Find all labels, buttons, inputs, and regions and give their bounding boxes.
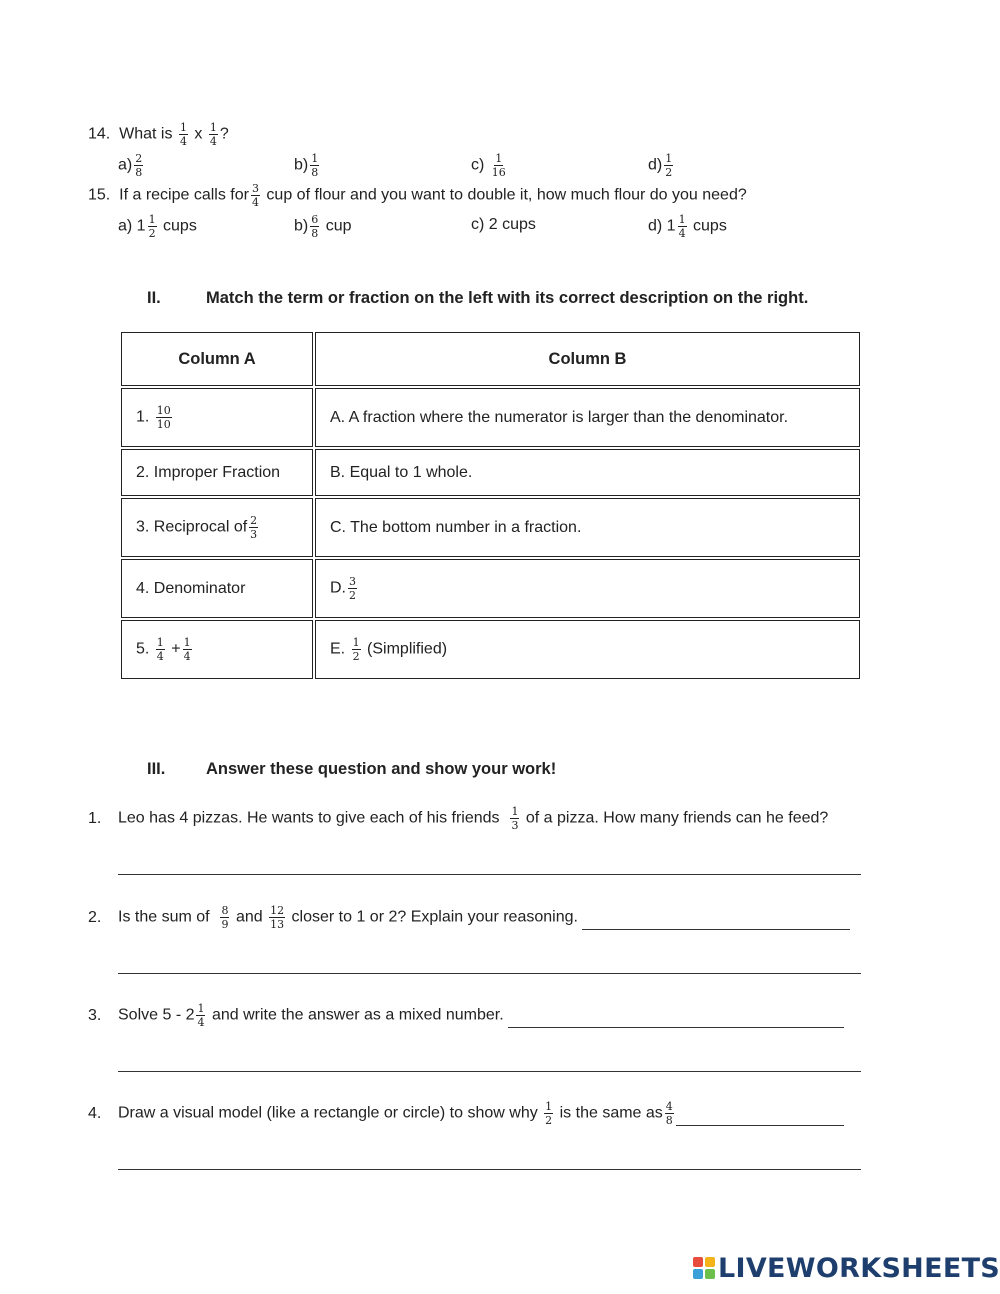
answer-blank[interactable] (676, 1125, 844, 1126)
column-a-header: Column A (121, 332, 313, 386)
section-2-numeral: II. (147, 289, 161, 307)
liveworksheets-logo[interactable] (693, 1252, 1000, 1284)
q14-option-b[interactable]: b) $\frac{1}{8}$ (294, 152, 319, 179)
section-3-numeral: III. (147, 760, 166, 778)
column-a-cell[interactable]: 5. $\frac{1}{4}$ + $\frac{1}{4}$ (121, 620, 313, 679)
fraction: $\frac{1}{4}$ (179, 121, 187, 148)
q15-option-d[interactable]: d) 1 $\frac{1}{4}$ cups (648, 213, 727, 240)
column-b-cell[interactable]: A. A fraction where the numerator is larger than the denominator. (315, 388, 860, 447)
section-3-title: Answer these question and show your work! (206, 760, 557, 778)
logo-mark-icon (693, 1257, 715, 1279)
table-row (121, 388, 860, 447)
q14-option-d[interactable]: d) $\frac{1}{2}$ (648, 152, 673, 179)
table-row (121, 498, 860, 557)
column-a-cell[interactable]: 3. Reciprocal of $\frac{2}{3}$ (121, 498, 313, 557)
open-question-4: 4. Draw a visual model (like a rectangle or circle) to show why $\frac{1}{2}$ is the same as $\frac{4}{8}$ (88, 1101, 844, 1126)
column-a-cell[interactable]: 2. Improper Fraction (121, 449, 313, 496)
fraction: $\frac{3}{4}$ (251, 182, 259, 209)
q15-option-b[interactable]: b) $\frac{6}{8}$ cup (294, 213, 352, 240)
q14-option-c[interactable]: c) $\frac{1}{16}$ (471, 152, 506, 179)
answer-line[interactable] (118, 1169, 861, 1170)
column-b-cell[interactable]: D. $\frac{3}{2}$ (315, 559, 860, 618)
column-b-cell[interactable]: C. The bottom number in a fraction. (315, 498, 860, 557)
answer-line[interactable] (118, 973, 861, 974)
open-question-3: 3. Solve 5 - 2 $\frac{1}{4}$ and write the answer as a mixed number. (88, 1003, 844, 1028)
answer-blank[interactable] (582, 929, 850, 930)
column-a-cell[interactable]: 4. Denominator (121, 559, 313, 618)
matching-table (119, 330, 862, 681)
column-b-header: Column B (315, 332, 860, 386)
question-15: 15. If a recipe calls for $\frac{3}{4}$ cup of flour and you want to double it, how much flour do you need? (88, 182, 747, 209)
table-row (121, 559, 860, 618)
table-row (121, 620, 860, 679)
section-2-title: Match the term or fraction on the left with its correct description on the right. (206, 289, 809, 307)
answer-line[interactable] (118, 1071, 861, 1072)
q15-option-c[interactable]: c) 2 cups (471, 216, 536, 233)
q15-option-a[interactable]: a) 1 $\frac{1}{2}$ cups (118, 213, 197, 240)
column-b-cell[interactable]: E. $\frac{1}{2}$ (Simplified) (315, 620, 860, 679)
open-question-2: 2. Is the sum of $\frac{8}{9}$ and $\frac{12}{13}$ closer to 1 or 2? Explain your reasoning. (88, 905, 850, 930)
answer-blank[interactable] (508, 1027, 844, 1028)
question-14: 14. What is $\frac{1}{4}$ x $\frac{1}{4}$ ? (88, 121, 229, 148)
table-row (121, 449, 860, 496)
fraction: $\frac{1}{4}$ (209, 121, 217, 148)
column-a-cell[interactable]: 1. $\frac{10}{10}$ (121, 388, 313, 447)
logo-text: LIVEWORKSHEETS (718, 1252, 1000, 1284)
column-b-cell[interactable]: B. Equal to 1 whole. (315, 449, 860, 496)
q14-option-a[interactable]: a) $\frac{2}{8}$ (118, 152, 143, 179)
open-question-1: 1. Leo has 4 pizzas. He wants to give each of his friends $\frac{1}{3}$ of a pizza. How many friends can he feed? (88, 805, 829, 832)
answer-line[interactable] (118, 874, 861, 875)
